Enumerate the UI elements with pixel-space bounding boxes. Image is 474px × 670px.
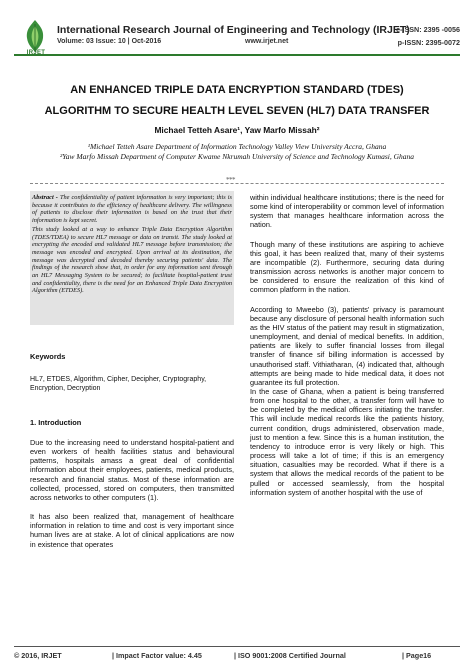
intro-left-text bbox=[30, 438, 234, 549]
abstract-paragraph-1: The confidentiality of patient information is very important; this is because it contributes to the efficiency of healthcare delivery. The willingness of patients to disclose their information is based on the trust that their information is kept secret. bbox=[32, 194, 232, 225]
abstract-text bbox=[32, 194, 232, 295]
separator-stars: *** bbox=[226, 176, 235, 184]
right-paragraph: According to Mweebo (3), patients' privacy is paramount because any disclosure of personal health information such as the HIV status of the patient may result in stigmatization, unemployment, and denial of medical benefits. In addition, patients are likely to suffer financial losses from illegal transfer of finance sif billing information is accessed by unauthorised staff. Vithiatharan, (4) indicated that, although attempts are being made to hide medical data, it does not guarantee its full protection. bbox=[250, 304, 444, 387]
affiliation-2: ²Yaw Marfo Missah Department of Computer Kwame Nkrumah University of Science and Technology Kumasi, Ghana bbox=[60, 152, 414, 161]
journal-website[interactable]: www.irjet.net bbox=[245, 38, 289, 45]
keywords-heading: Keywords bbox=[30, 352, 66, 361]
right-column bbox=[250, 193, 444, 497]
journal-name: International Research Journal of Engineering and Technology (IRJET) bbox=[57, 24, 410, 36]
p-issn: p-ISSN: 2395-0072 bbox=[397, 38, 460, 47]
introduction-heading: 1. Introduction bbox=[30, 418, 82, 427]
header-rule bbox=[14, 54, 460, 56]
paper-title-line-1: AN ENHANCED TRIPLE DATA ENCRYPTION STANDARD (TDES) bbox=[70, 84, 404, 96]
footer-impact-factor: | Impact Factor value: 4.45 bbox=[112, 651, 202, 660]
affiliation-1: ¹Michael Tetteh Asare Department of Information Technology Valley View University Accra, Ghana bbox=[87, 142, 387, 151]
journal-header bbox=[0, 0, 474, 70]
section-divider bbox=[30, 183, 444, 184]
paper-title-line-2: ALGORITHM TO SECURE HEALTH LEVEL SEVEN (HL7) DATA TRANSFER bbox=[44, 105, 430, 117]
keywords-list: HL7, ETDES, Algorithm, Cipher, Decipher, Cryptography, Encryption, Decryption bbox=[30, 376, 207, 393]
left-column bbox=[30, 191, 234, 325]
author-list: Michael Tetteh Asare¹, Yaw Marfo Missah² bbox=[154, 125, 320, 135]
right-paragraph: Though many of these institutions are aspiring to achieve this goal, it has been realized that, many of their systems are incompatible (2). Furthermore, securing data during transmission across networks is another major concern to be considered to ensure the realization of this kind of common platform in the nation. bbox=[250, 239, 444, 295]
volume-issue: Volume: 03 Issue: 10 | Oct-2016 bbox=[57, 38, 162, 45]
right-paragraph: In the case of Ghana, when a patient is being transferred from one hospital to the other, a transfer form will have to be completed by the medical officers initiating the transfer. This will include medical records like the patients history, current condition, drugs administered, observation made, just to mention a few. Since this is a human institution, the tendency to introduce error is very likely or high. This process will take a lot of time; if this is an emergency situation, casualties may be recorded. What if there is a system that allows the medical records of the patient to be pulled or accessed seamlessly, from the hospital information system of another hospital with the use of bbox=[250, 386, 444, 497]
logo-text: IRJET bbox=[26, 50, 46, 56]
left-paragraph: Due to the increasing need to understand hospital-patient and even workers of health facilities status and behavioural patterns, hospitals amass a great deal of confidential information about their employees, patients, medical products, research and financial status. Most of these information are collected, processed, stored on computers, then transmitted across networks to other computers (1). bbox=[30, 438, 234, 502]
footer-iso: | ISO 9001:2008 Certified Journal bbox=[234, 651, 346, 660]
footer-page-number: | Page16 bbox=[402, 651, 432, 660]
footer-copyright: © 2016, IRJET bbox=[14, 651, 62, 660]
e-issn: e-ISSN: 2395 -0056 bbox=[396, 25, 460, 34]
abstract-paragraph-2: This study looked at a way to enhance Triple Data Encryption Algorithm (TDES/TDEA) to secure HL7 message or data on transit. The study looked at encrypting the encoded and validated HL7 message before transmission; the message was encoded and encrypted. Upon arrival at its destination, the message was decrypted and decoded thereby securing patients' data. The findings of the research show that, in order for any information sent through an HL7 Messaging System to be secured; to facilitate hospital-patient trust and confidentiality, there is the need for an Enhanced Triple Data Encryption Algorithm (ETDES). bbox=[32, 225, 232, 295]
abstract-label: Abstract - bbox=[32, 194, 58, 201]
right-paragraph: within individual healthcare institutions; there is the need for some kind of interoperability or common level of information system that manages healthcare information across the nation. bbox=[250, 193, 444, 230]
page-footer bbox=[14, 646, 460, 664]
abstract-box bbox=[30, 191, 234, 325]
left-paragraph: It has also been realized that, management of healthcare information in relation to time and cost is very important since human lives are at stake. A lot of clinical applications are now in existence that operates bbox=[30, 512, 234, 549]
